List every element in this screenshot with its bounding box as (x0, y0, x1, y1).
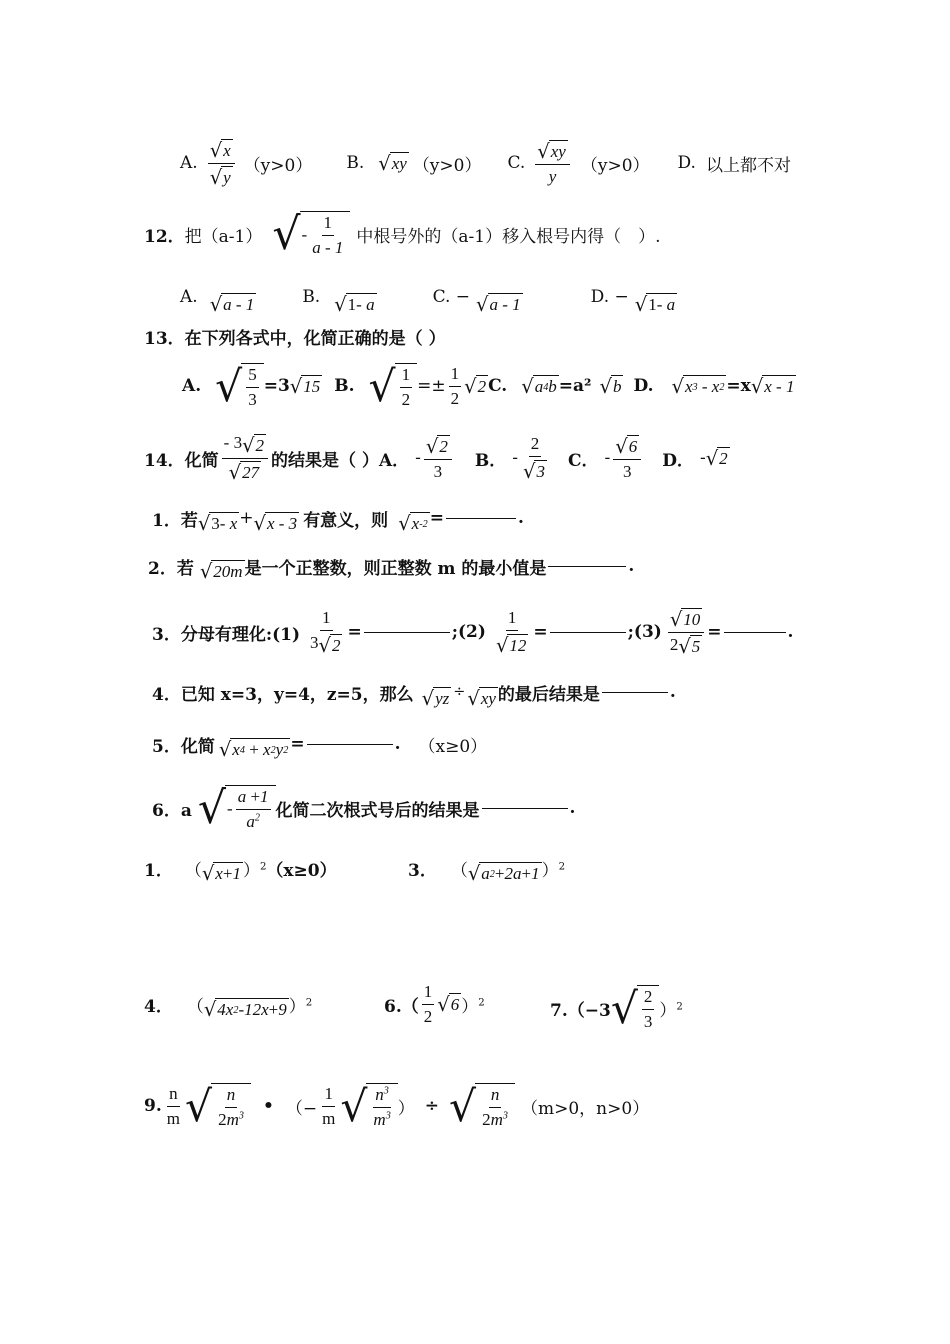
fill-3-blank-2[interactable] (550, 631, 626, 633)
q13-option-c: C. (488, 376, 508, 396)
fill-3 (152, 604, 793, 660)
fill-6-end: . (569, 798, 576, 818)
fill-6-pre: 6．a (152, 800, 192, 821)
q13-option-d: D. (633, 376, 654, 396)
q11-option-c-label: C. (507, 153, 526, 173)
q12-pre: 把（a-1） (184, 226, 263, 247)
q13-options (182, 358, 796, 414)
calc-1: 1． （ √ x + 1 ）$^2$ （x≥0） (144, 850, 337, 886)
calc-6-expr: √ 6 (437, 993, 460, 1017)
fill-3-eq-1: = (347, 622, 362, 642)
calc-7: 7.（−3 √ $\frac{2}{3}$ ）$^2$ (550, 985, 683, 1034)
q14-option-b-expr: 2 √ 3 (523, 434, 545, 483)
q11-option-d-label: D. (677, 153, 696, 173)
fill-5-eq: = (290, 734, 305, 754)
q13-option-b-eq: =± (417, 376, 446, 396)
q11-option-b-label: B. (346, 153, 365, 173)
calc-9-rad-3: √ $\frac{n}{2m^3}$ (449, 1083, 515, 1130)
fill-3-expr-1: 1 3 √ 2 (310, 608, 341, 657)
calc-9-cond: （m>0，n>0） (521, 1098, 650, 1119)
q14-option-a: A． (378, 450, 410, 471)
calc-9-div: ÷ (424, 1096, 440, 1116)
calc-6-frac: $\frac{1}{2}$ (423, 981, 433, 1026)
calc-1-label: 1． (144, 860, 173, 881)
fill-4-post: 的最后结果是 (497, 684, 600, 705)
q13-option-d-eq: =x (726, 376, 751, 396)
q12-number: 12． (144, 226, 185, 247)
q11-option-a-cond: （y>0） (243, 155, 313, 176)
fill-3-expr-3: √ 10 2 √ 5 (668, 607, 704, 656)
q14-option-d: D． (662, 450, 694, 471)
q13-option-c-expr: √ a 4 b (521, 375, 557, 399)
calc-3-label: 3． (408, 860, 437, 881)
fill-1: 1．若 √ 3- x + √ x - 3 有意义，则 √ x -2 = . (152, 500, 524, 536)
q14: 14．化简 - 3 √ 2 √ 27 的结果是（ ） A． - √ 2 3 B． - 2 √ 3 C． - √ 6 3 D． - √ 2 (144, 433, 728, 485)
fill-5-pre: 5．化简 (152, 736, 215, 757)
q13-option-a-expr: √ $\frac{5}{3}$ (215, 363, 264, 410)
calc-9-frac-2: $\frac{1}{m}$ (322, 1083, 336, 1128)
q12-stem (144, 206, 661, 262)
fill-4-expr-a: √ yz (421, 687, 450, 711)
calc-1-expr: √ x + 1 (201, 862, 241, 886)
q12-options (180, 280, 677, 317)
q13-option-a-rhs: √ 15 (289, 375, 321, 399)
q11-option-b-expr: √ xy (378, 152, 407, 176)
q13-option-b-expr: √ $\frac{1}{2}$ (369, 363, 418, 410)
fill-1-expr-b: √ x - 3 (253, 512, 298, 536)
calc-4-label: 4． (144, 996, 173, 1017)
calc-4-expr: √ 4x 2 - 12x + 9 (203, 998, 287, 1022)
fill-2-post: 是一个正整数，则正整数 m 的最小值是 (244, 558, 547, 579)
q12-option-b-expr: √ 1- a (334, 293, 375, 317)
q11-option-c-cond: （y>0） (580, 155, 650, 176)
fill-3-p3: ;(3) (627, 622, 662, 642)
q12-option-a: A. (180, 287, 198, 307)
fill-6-post: 化简二次根式号后的结果是 (275, 800, 480, 821)
q11-option-a-expr: √ x √ y (208, 138, 235, 187)
fill-5-cond: （x≥0） (418, 736, 488, 757)
q11-options (180, 134, 791, 192)
fill-3-eq-3: = (707, 622, 722, 642)
q14-option-a-expr: √ 2 3 (424, 434, 452, 481)
q13-option-c-rhs: √ b (599, 375, 622, 399)
q14-pre: 14．化简 (144, 450, 219, 471)
fill-2 (148, 548, 634, 584)
q13-option-d-rhs: √ x - 1 (750, 375, 795, 399)
q11-option-b-cond: （y>0） (412, 155, 482, 176)
fill-3-eq-2: = (533, 622, 548, 642)
fill-1-expr-c: √ x -2 (398, 512, 428, 536)
q14-option-d-expr: √ 2 (705, 447, 728, 471)
calc-6-label: 6.（ (384, 996, 419, 1017)
calc-9-rad-2: √ $\frac{n^3}{m^3}$ (340, 1083, 397, 1130)
calc-6: 6.（ $\frac{1}{2}$ √ 6 ）$^2$ (384, 981, 485, 1026)
fill-6-expr: √ - $\frac{a +1}{a^2}$ (198, 785, 276, 832)
fill-5-blank[interactable] (307, 743, 393, 745)
calc-1-cond: （x≥0） (266, 860, 337, 881)
fill-3-p2: ;(2) (451, 622, 486, 642)
calc-9-frac-1: $\frac{n}{m}$ (166, 1083, 180, 1128)
calc-7-label: 7.（−3 (550, 1000, 611, 1021)
calc-9-label: 9. (144, 1096, 162, 1116)
calc-9-rad-1: √ $\frac{n}{2m^3}$ (185, 1083, 251, 1130)
q12-option-c-expr: √ a - 1 (476, 293, 521, 317)
fill-2-num: 2．若 (148, 558, 194, 579)
q13-option-a-eq: =3 (263, 376, 290, 396)
fill-4-expr-b: √ xy (467, 687, 496, 711)
q13-option-c-eq: =a² (558, 376, 592, 396)
fill-6 (152, 780, 575, 836)
calc-9-dot: • (262, 1096, 274, 1116)
fill-4-end: . (669, 682, 676, 702)
q11-option-c-expr: √ xy y (535, 139, 570, 186)
fill-1-eq: = (429, 508, 444, 528)
fill-2-blank[interactable] (548, 565, 626, 567)
q14-option-b: B． (474, 450, 507, 471)
fill-3-num: 3．分母有理化:(1) (152, 624, 301, 645)
fill-3-blank-3[interactable] (724, 631, 786, 633)
q13-option-d-expr: √ x 3 - x 2 (671, 375, 725, 399)
q12-option-b: B. (302, 287, 321, 307)
fill-2-end: . (628, 556, 635, 576)
q13-option-a: A. (182, 376, 202, 396)
q11-option-d-text: 以上都不对 (705, 155, 791, 176)
fill-1-mid: 有意义，则 (303, 510, 389, 531)
q12-option-d: D. − (590, 287, 629, 307)
fill-4-pre: 4．已知 x=3，y=4，z=5，那么 (152, 684, 414, 705)
fill-3-expr-2: 1 √ 12 (495, 608, 527, 657)
calc-7-expr: √ $\frac{2}{3}$ (611, 985, 660, 1032)
q12-post: 中根号外的（a-1）移入根号内得（ ）. (356, 226, 661, 247)
fill-1-expr-a: √ 3- x (197, 512, 238, 536)
fill-5-end: . (394, 734, 401, 754)
q12-option-c: C. − (432, 287, 471, 307)
fill-3-blank-1[interactable] (364, 631, 450, 633)
fill-5-expr: √ x 4 + x 2 y 2 (218, 738, 289, 762)
q14-expr: - 3 √ 2 √ 27 (222, 433, 268, 482)
q14-post: 的结果是（ ） (271, 450, 379, 471)
fill-3-end: . (787, 622, 794, 642)
fill-4: 4．已知 x=3，y=4，z=5，那么 √ yz ÷ √ xy 的最后结果是 . (152, 674, 676, 710)
fill-1-blank[interactable] (446, 517, 516, 519)
calc-3: 3． （ √ a 2 + 2a + 1 ）$^2$ (408, 850, 565, 886)
fill-1-end: . (517, 508, 524, 528)
calc-9: 9. $\frac{n}{m}$ √ $\frac{n}{2m^3}$ • （− $\frac{1}{m}$ √ $\frac{n^3}{m^3}$ ） ÷ √ $\frac{n}{2m^3}$ （m>0，n>0） (144, 1083, 650, 1132)
fill-2-expr: √ 20m (199, 560, 243, 584)
fill-5 (152, 726, 487, 762)
q12-option-a-expr: √ a - 1 (209, 293, 255, 317)
calc-4: 4． （ √ 4x 2 - 12x + 9 ）$^2$ (144, 984, 312, 1024)
fill-4-blank[interactable] (602, 691, 668, 693)
fill-6-blank[interactable] (482, 807, 568, 809)
q14-option-c: C． (567, 450, 599, 471)
calc-3-expr: √ a 2 + 2a + 1 (467, 862, 540, 886)
q11-option-a-label: A. (180, 153, 198, 173)
fill-1-num: 1．若 (152, 510, 198, 531)
q13-title: 13．在下列各式中，化简正确的是（ ） (144, 328, 446, 349)
q12-expr: √ - $\frac{1}{a - 1}$ (272, 211, 350, 258)
q13-option-b-frac: $\frac{1}{2}$ (450, 363, 460, 408)
q12-option-d-expr: √ 1- a (634, 293, 676, 317)
q13-option-b: B. (334, 376, 355, 396)
q14-option-c-expr: √ 6 3 (613, 434, 641, 481)
q13-option-b-rhs: √ 2 (464, 375, 487, 399)
